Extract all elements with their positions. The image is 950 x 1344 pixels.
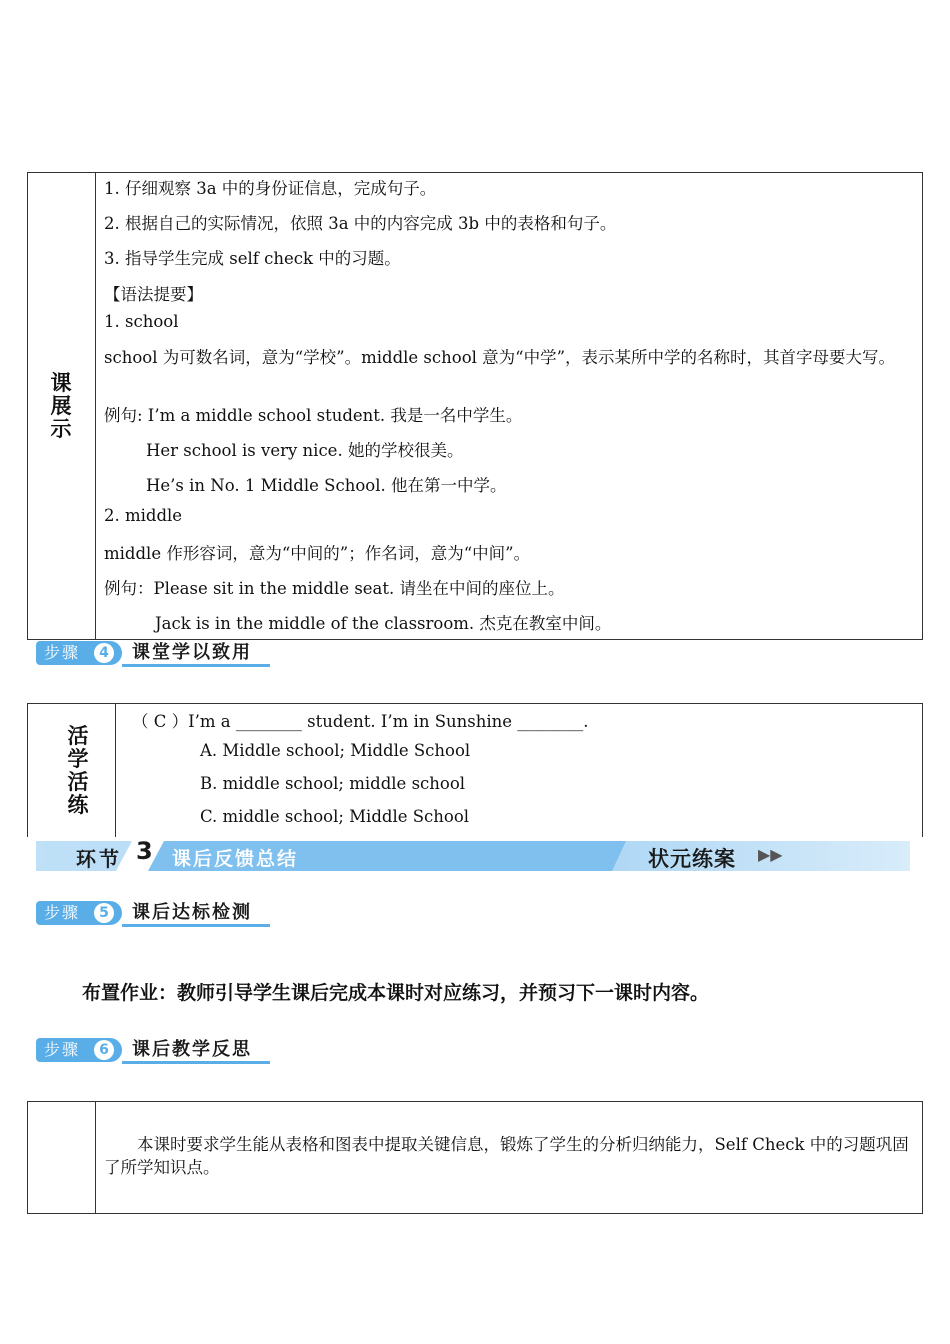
display-side-label: 课展示 <box>50 371 72 441</box>
section-banner <box>36 837 910 871</box>
display-line-3: 3. 指导学生完成 self check 中的习题。 <box>104 249 401 268</box>
school-heading: 1. school <box>104 312 179 331</box>
step-4-title: 课堂学以致用 <box>132 642 252 663</box>
display-line-1: 1. 仔细观察 3a 中的身份证信息，完成句子。 <box>104 179 437 198</box>
step-6-pill <box>36 1038 122 1062</box>
practice-side-label: 活学活练 <box>67 724 89 817</box>
step-6-number: 6 <box>94 1040 114 1060</box>
step-4-pill <box>36 641 122 665</box>
banner-number: 3 <box>136 837 153 865</box>
step-5-underline <box>122 924 270 927</box>
practice-question: （ C ）I’m a ________ student. I’m in Sunshine ________. <box>132 712 589 731</box>
display-line-2: 2. 根据自己的实际情况，依照 3a 中的内容完成 3b 中的表格和句子。 <box>104 214 617 233</box>
practice-option-c: C. middle school; Middle School <box>200 807 470 826</box>
step-6-title: 课后教学反思 <box>132 1039 252 1060</box>
middle-explain: middle 作形容词，意为“中间的”；作名词，意为“中间”。 <box>104 544 531 563</box>
step-6-label: 步骤 <box>44 1040 81 1059</box>
step-4-label: 步骤 <box>44 643 81 662</box>
banner-prefix: 环节 <box>76 847 122 871</box>
step-4-number: 4 <box>94 643 114 663</box>
reflection-text: 本课时要求学生能从表格和图表中提取关键信息，锻炼了学生的分析归纳能力，Self Check 中的习题巩固了所学知识点。 <box>104 1135 909 1177</box>
step-4-underline <box>122 664 270 667</box>
step-5-label: 步骤 <box>44 903 81 922</box>
banner-right-label: 状元练案 <box>648 847 736 871</box>
homework-text: 布置作业：教师引导学生课后完成本课时对应练习，并预习下一课时内容。 <box>82 982 710 1004</box>
banner-title: 课后反馈总结 <box>172 848 299 870</box>
school-explain: school 为可数名词，意为“学校”。middle school 意为“中学”，表示某所中学的名称时，其首字母要大写。 <box>104 348 896 367</box>
practice-option-a: A. Middle school; Middle School <box>200 741 471 760</box>
step-5-number: 5 <box>94 903 114 923</box>
double-arrow-icon: ▶▶ <box>758 845 783 864</box>
step-5-title: 课后达标检测 <box>132 902 252 923</box>
practice-option-b: B. middle school; middle school <box>200 774 466 793</box>
middle-example-1: 例句：Please sit in the middle seat. 请坐在中间的座位上。 <box>104 579 565 598</box>
middle-example-2: Jack is in the middle of the classroom. 杰克在教室中间。 <box>155 614 612 633</box>
school-example-3: He’s in No. 1 Middle School. 他在第一中学。 <box>146 476 507 495</box>
school-example-2: Her school is very nice. 她的学校很美。 <box>146 441 464 460</box>
middle-heading: 2. middle <box>104 506 183 525</box>
step-6-underline <box>122 1061 270 1064</box>
school-example-1: 例句: I’m a middle school student. 我是一名中学生。 <box>104 406 523 425</box>
grammar-heading: 【语法提要】 <box>104 285 203 304</box>
step-5-pill <box>36 901 122 925</box>
